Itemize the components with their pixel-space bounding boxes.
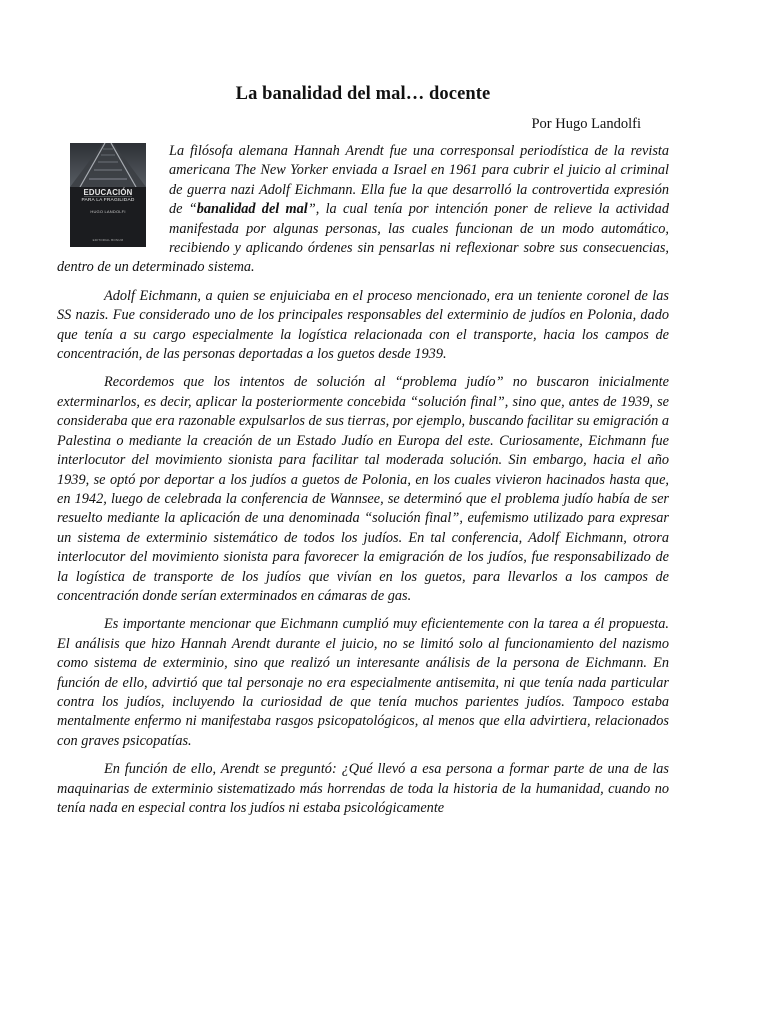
cover-publisher: EDITORIAL BONUM — [92, 238, 124, 242]
paragraph-1-text-end: ”, la cual tenía por intención poner de relieve la actividad manifestada por algunas personas, las cuales funcionan de un modo automático, recibiendo y aplicando órdenes sin pensarlas ni reflexionar sobre sus consecuencias, dentro de un determinado sistema. — [57, 201, 669, 276]
paragraph-4: Es importante mencionar que Eichmann cumplió muy eficientemente con la tarea a él propuesta. El análisis que hizo Hannah Arendt durante el juicio, no se limitó solo al funcionamiento del nazismo como sistema de exterminio, sino que realizó un interesante análisis de la persona de Eichmann. En función de ello, advirtió que tal personaje no era especialmente antisemita, ni que tenía nada particular contra los judíos, incluyendo la curiosidad de que tenía muchos parientes judíos. Tampoco estaba mentalmente enfermo ni manifestaba rasgos psicopatológicos, al menos que ella advirtiera, relacionados con graves psicopatías. — [57, 616, 669, 749]
paragraph-1-emphasis: banalidad del mal — [196, 201, 308, 218]
article-title: La banalidad del mal… docente — [235, 84, 491, 104]
cover-author: HUGO LANDOLFI — [90, 209, 126, 214]
paragraph-1 — [57, 142, 669, 278]
cover-subtitle: PARA LA FRAGILIDAD — [81, 198, 135, 203]
cover-title: EDUCACIÓN — [83, 188, 133, 197]
document-page — [57, 84, 669, 818]
paragraph-1-text: La filósofa alemana Hannah Arendt fue una corresponsal periodística de la revista americana The New Yorker enviada a Israel en 1961 para cubrir el juicio al criminal de guerra nazi Adolf Eichmann. Ella fue la que desarrolló la controvertida expresión de “ — [169, 143, 669, 218]
article-author: Por Hugo Landolfi — [531, 116, 641, 132]
paragraph-2: Adolf Eichmann, a quien se enjuiciaba en el proceso mencionado, era un teniente coronel de las SS nazis. Fue considerado uno de los principales responsables del exterminio de judíos en Polonia, dado que tenía a su cargo especialmente la logística relacionada con el transporte, hacia los campos de concentración, de las personas deportadas a los guetos desde 1939. — [57, 287, 669, 363]
paragraph-3: Recordemos que los intentos de solución al “problema judío” no buscaron inicialmente exterminarlos, es decir, aplicar la posteriormente concebida “solución final”, sino que, antes de 1939, se consideraba que era razonable expulsarlos de sus tierras, por ejemplo, buscando facilitar su emigración a Palestina o mediante la creación de un Estado Judío en Europa del este. Curiosamente, Eichmann fue interlocutor del movimiento sionista para facilitar tal moderada solución. Sin embargo, hacia el año 1939, se optó por deportar a los judíos a guetos de Polonia, en los cuales vivieron hacinados hasta que, en 1942, luego de celebrada la conferencia de Wannsee, se determinó que el problema judío había de ser resuelto mediante la aplicación de una denominada “solución final”, eufemismo utilizado para expresar un sistema de exterminio sistemático de todos los judíos. En tal conferencia, Adolf Eichmann, otrora interlocutor del movimiento sionista para favorecer la emigración de los judíos, fue responsabilizado de la logística de transporte de los judíos que vivían en los guetos, para llevarlos a los campos de concentración donde serían exterminados en cámaras de gas. — [57, 374, 669, 604]
book-cover-image — [70, 143, 146, 247]
paragraph-5: En función de ello, Arendt se preguntó: ¿Qué llevó a esa persona a formar parte de una de las maquinarias de exterminio sistematizado más horrendas de toda la historia de la humanidad, cuando no tenía nada en especial contra los judíos ni estaba psicológicamente — [57, 761, 669, 816]
